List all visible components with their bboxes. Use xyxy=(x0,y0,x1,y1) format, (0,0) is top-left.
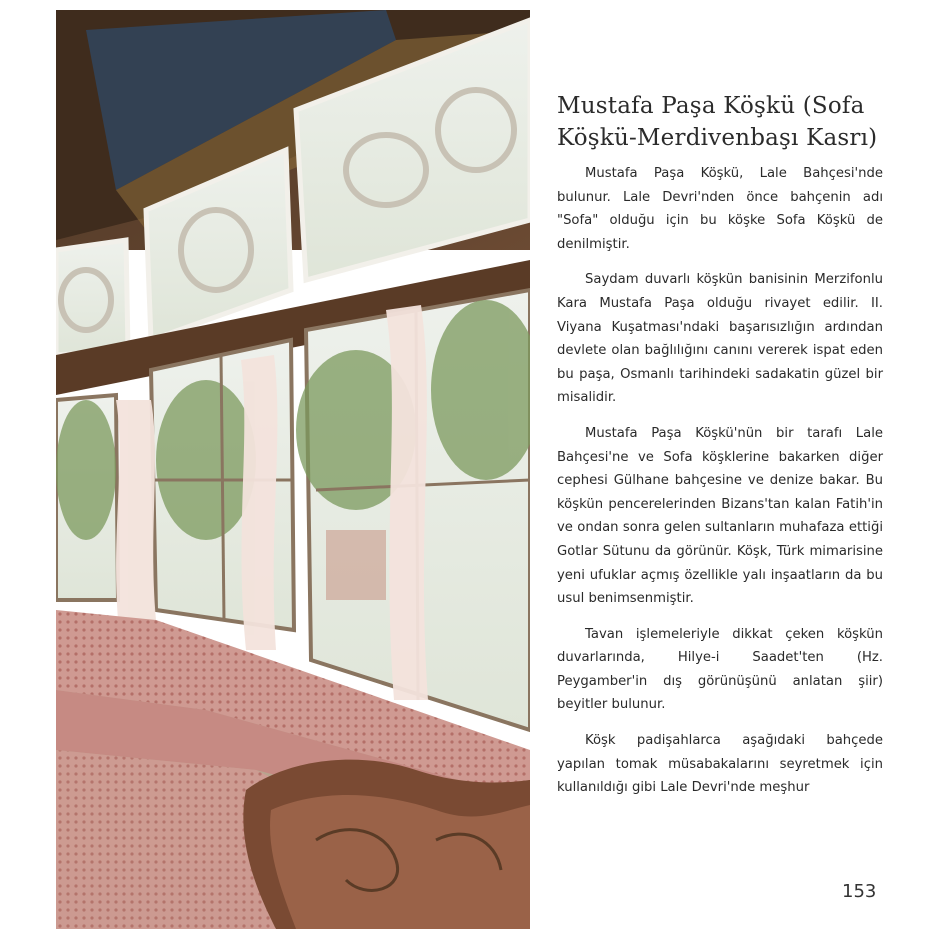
paragraph-3: Mustafa Paşa Köşkü'nün bir tarafı Lale Bahçesi'ne ve Sofa köşklerine bakarken diğer cephesi Gülhane bahçesine ve denize bakar. Bu köşkün pencerelerinden Bizans'tan kalan Fatih'in ve ondan sonra gelen sultanların muhafaza ettiği Gotlar Sütunu da görünür. Köşk, Türk mimarisine yeni ufuklar açmış özellikle yalı inşaatların da bu usul benimsenmiştir. xyxy=(557,425,883,607)
page-number: 153 xyxy=(842,881,877,902)
paragraph-2: Saydam duvarlı köşkün banisinin Merzifonlu Kara Mustafa Paşa olduğu rivayet edilir. II. Viyana Kuşatması'ndaki başarısızlığın ardından devlete olan bağlılığını canını vererek ispat eden bu paşa, Osmanlı tarihindeki sadakatin güzel bir misalidir. xyxy=(557,272,883,406)
article-column xyxy=(557,90,883,812)
interior-photo xyxy=(56,10,530,929)
paragraph-5: Köşk padişahlarca aşağıdaki bahçede yapılan tomak müsabakalarını seyretmek için kullanıldığı gibi Lale Devri'nde meşhur xyxy=(557,733,883,796)
paragraph-1: Mustafa Paşa Köşkü, Lale Bahçesi'nde bulunur. Lale Devri'nden önce bahçenin adı "Sofa" olduğu için bu köşke Sofa Köşkü de denilmiştir. xyxy=(557,166,883,252)
paragraph-4: Tavan işlemeleriyle dikkat çeken köşkün duvarlarında, Hilye-i Saadet'ten (Hz. Peygamber'in dış görünüşünü anlatan şiir) beyitler bulunur. xyxy=(557,626,883,713)
article-title: Mustafa Paşa Köşkü (Sofa Köşkü-Merdivenbaşı Kasrı) xyxy=(557,93,878,151)
